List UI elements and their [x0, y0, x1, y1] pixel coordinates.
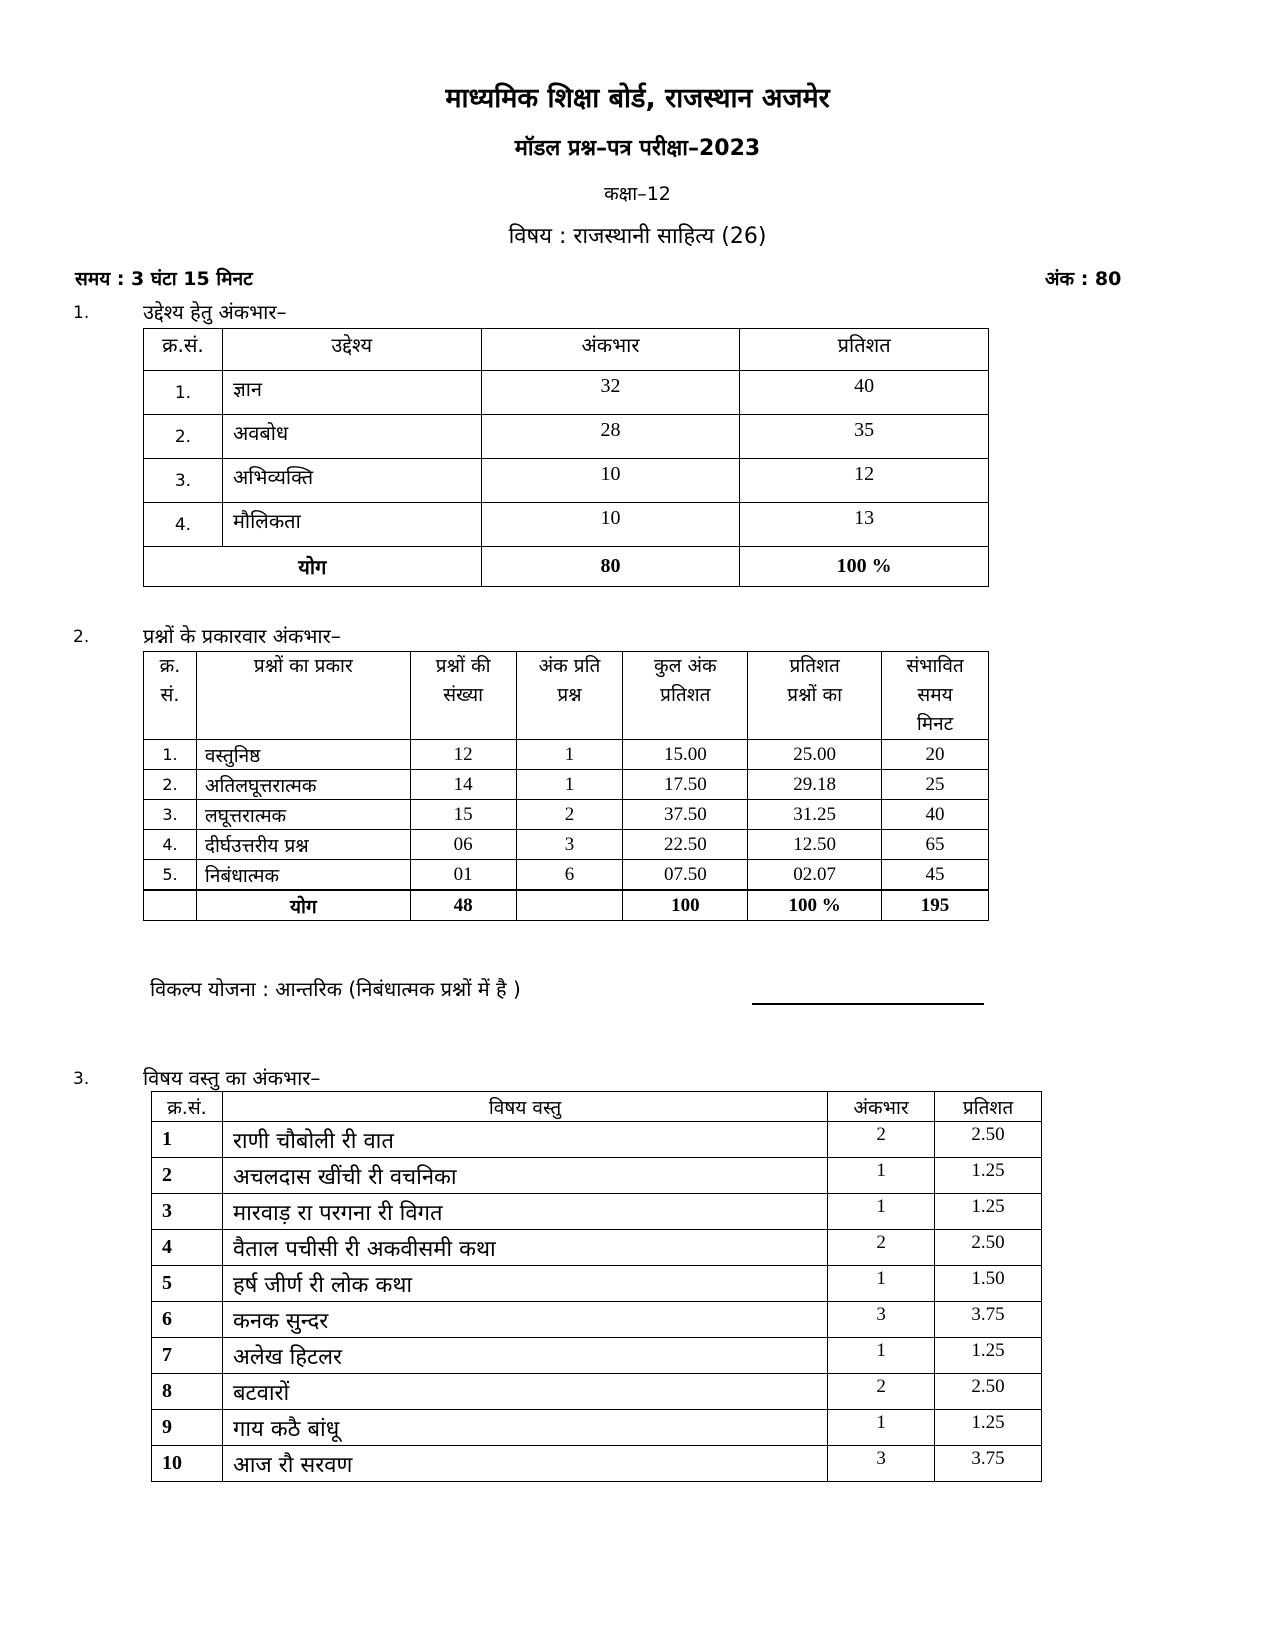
table-row	[152, 1446, 1042, 1482]
table-row	[144, 415, 989, 459]
total-row	[144, 890, 989, 921]
row-percent: 2.50	[935, 1122, 1042, 1158]
row-count: 06	[410, 830, 516, 860]
row-total: 17.50	[623, 770, 748, 800]
row-percent: 40	[740, 371, 989, 415]
row-time: 40	[882, 800, 989, 830]
row-objective: ज्ञान	[222, 371, 481, 415]
table-row	[152, 1194, 1042, 1230]
row-percent: 25.00	[748, 740, 882, 770]
row-content: बटवारों	[222, 1374, 827, 1410]
row-percent: 1.25	[935, 1194, 1042, 1230]
column-header-total: कुल अंक प्रतिशत	[623, 652, 748, 740]
row-objective: अभिव्यक्ति	[222, 459, 481, 503]
class-label: कक्षा–12	[604, 183, 671, 205]
row-time: 20	[882, 740, 989, 770]
row-percent: 35	[740, 415, 989, 459]
row-marks: 2	[828, 1374, 935, 1410]
row-sn: 4	[152, 1230, 223, 1266]
row-sn: 5.	[144, 860, 197, 891]
row-sn: 1.	[144, 740, 197, 770]
row-per: 2	[516, 800, 623, 830]
column-header-time: संभावित समय मिनट	[882, 652, 989, 740]
row-content: अलेख हिटलर	[222, 1338, 827, 1374]
row-percent: 13	[740, 503, 989, 547]
row-sn: 4.	[144, 503, 223, 547]
row-sn: 1	[152, 1122, 223, 1158]
column-header: अंकभार	[828, 1092, 935, 1122]
row-sn: 8	[152, 1374, 223, 1410]
total-percent: 100 %	[748, 890, 882, 921]
row-per: 3	[516, 830, 623, 860]
row-sn: 2.	[144, 770, 197, 800]
table-row	[152, 1302, 1042, 1338]
row-total: 22.50	[623, 830, 748, 860]
row-marks: 10	[481, 459, 740, 503]
table-row	[144, 770, 989, 800]
table-row	[152, 1122, 1042, 1158]
column-header: प्रतिशत	[740, 329, 989, 371]
table-row	[144, 459, 989, 503]
row-percent: 29.18	[748, 770, 882, 800]
row-percent: 1.25	[935, 1410, 1042, 1446]
row-count: 12	[410, 740, 516, 770]
column-header: क्र.सं.	[144, 329, 223, 371]
total-row	[144, 547, 989, 587]
question-type-table	[143, 651, 989, 921]
column-header: विषय वस्तु	[222, 1092, 827, 1122]
row-percent: 1.25	[935, 1158, 1042, 1194]
marks-label: अंक : 80	[1045, 268, 1122, 290]
total-label: योग	[144, 547, 482, 587]
table-row	[152, 1410, 1042, 1446]
row-time: 25	[882, 770, 989, 800]
row-marks: 1	[828, 1266, 935, 1302]
row-sn: 10	[152, 1446, 223, 1482]
row-content: आज रौ सरवण	[222, 1446, 827, 1482]
total-per	[516, 890, 623, 921]
table-row	[152, 1266, 1042, 1302]
row-sn: 1.	[144, 371, 223, 415]
row-sn: 3.	[144, 459, 223, 503]
total-label: योग	[196, 890, 410, 921]
row-marks: 1	[828, 1338, 935, 1374]
row-sn: 2.	[144, 415, 223, 459]
row-percent: 12.50	[748, 830, 882, 860]
row-percent: 12	[740, 459, 989, 503]
column-header-per: अंक प्रति प्रश्न	[516, 652, 623, 740]
section1-number: 1.	[73, 303, 90, 323]
row-marks: 28	[481, 415, 740, 459]
row-percent: 2.50	[935, 1230, 1042, 1266]
row-objective: अवबोध	[222, 415, 481, 459]
table-row	[144, 830, 989, 860]
row-per: 1	[516, 740, 623, 770]
column-header-count: प्रश्नों की संख्या	[410, 652, 516, 740]
table-row	[152, 1158, 1042, 1194]
row-marks: 2	[828, 1122, 935, 1158]
row-marks: 3	[828, 1302, 935, 1338]
row-per: 6	[516, 860, 623, 891]
row-marks: 1	[828, 1158, 935, 1194]
row-total: 15.00	[623, 740, 748, 770]
total-time: 195	[882, 890, 989, 921]
total-percent: 100 %	[740, 547, 989, 587]
row-type: दीर्घउत्तरीय प्रश्न	[196, 830, 410, 860]
row-content: वैताल पचीसी री अकवीसमी कथा	[222, 1230, 827, 1266]
section2-title: प्रश्नों के प्रकारवार अंकभार–	[143, 624, 341, 648]
table-row	[144, 740, 989, 770]
table-row	[144, 860, 989, 891]
row-percent: 31.25	[748, 800, 882, 830]
row-sn: 6	[152, 1302, 223, 1338]
section3-title: विषय वस्तु का अंकभार–	[143, 1066, 321, 1090]
row-percent: 1.25	[935, 1338, 1042, 1374]
table-row	[152, 1230, 1042, 1266]
row-total: 07.50	[623, 860, 748, 891]
column-header: उद्देश्य	[222, 329, 481, 371]
row-type: लघूत्तरात्मक	[196, 800, 410, 830]
row-sn: 9	[152, 1410, 223, 1446]
row-count: 14	[410, 770, 516, 800]
row-content: हर्ष जीर्ण री लोक कथा	[222, 1266, 827, 1302]
subject-label: विषय : राजस्थानी साहित्य (26)	[508, 224, 767, 249]
content-weightage-table	[151, 1091, 1042, 1482]
row-content: अचलदास खींची री वचनिका	[222, 1158, 827, 1194]
row-marks: 1	[828, 1194, 935, 1230]
row-sn: 5	[152, 1266, 223, 1302]
section2-number: 2.	[73, 627, 90, 647]
table-header-row	[144, 329, 989, 371]
row-marks: 1	[828, 1410, 935, 1446]
row-percent: 2.50	[935, 1374, 1042, 1410]
row-sn: 7	[152, 1338, 223, 1374]
section1-title: उद्देश्य हेतु अंकभार–	[143, 300, 287, 324]
row-sn: 2	[152, 1158, 223, 1194]
row-time: 65	[882, 830, 989, 860]
row-count: 01	[410, 860, 516, 891]
board-title: माध्यमिक शिक्षा बोर्ड, राजस्थान अजमेर	[445, 83, 830, 114]
option-scheme-text: विकल्प योजना : आन्तरिक (निबंधात्मक प्रश्नों में है )	[150, 977, 521, 1001]
table-row	[144, 800, 989, 830]
table-row	[152, 1374, 1042, 1410]
time-label: समय : 3 घंटा 15 मिनट	[75, 268, 253, 290]
table-row	[144, 371, 989, 415]
row-percent: 02.07	[748, 860, 882, 891]
column-header-sn: क्र. सं.	[144, 652, 197, 740]
row-per: 1	[516, 770, 623, 800]
row-percent: 3.75	[935, 1302, 1042, 1338]
row-content: कनक सुन्दर	[222, 1302, 827, 1338]
row-sn: 3	[152, 1194, 223, 1230]
section3-number: 3.	[73, 1069, 90, 1089]
row-objective: मौलिकता	[222, 503, 481, 547]
table-header-row	[152, 1092, 1042, 1122]
row-percent: 1.50	[935, 1266, 1042, 1302]
row-marks: 3	[828, 1446, 935, 1482]
row-type: निबंधात्मक	[196, 860, 410, 891]
total-count: 48	[410, 890, 516, 921]
table-row	[144, 503, 989, 547]
row-content: गाय कठै बांधू	[222, 1410, 827, 1446]
column-header-type: प्रश्नों का प्रकार	[196, 652, 410, 740]
divider-line	[752, 1003, 984, 1005]
table-header-row	[144, 652, 989, 740]
row-total: 37.50	[623, 800, 748, 830]
row-type: वस्तुनिष्ठ	[196, 740, 410, 770]
row-marks: 32	[481, 371, 740, 415]
row-count: 15	[410, 800, 516, 830]
column-header: अंकभार	[481, 329, 740, 371]
table-row	[152, 1338, 1042, 1374]
row-content: राणी चौबोली री वात	[222, 1122, 827, 1158]
row-marks: 10	[481, 503, 740, 547]
row-sn: 4.	[144, 830, 197, 860]
row-time: 45	[882, 860, 989, 891]
row-marks: 2	[828, 1230, 935, 1266]
row-type: अतिलघूत्तरात्मक	[196, 770, 410, 800]
total-sn-empty	[144, 890, 197, 921]
column-header: क्र.सं.	[152, 1092, 223, 1122]
objective-weightage-table	[143, 328, 989, 587]
column-header: प्रतिशत	[935, 1092, 1042, 1122]
exam-title: मॉडल प्रश्न–पत्र परीक्षा–2023	[514, 136, 761, 161]
row-sn: 3.	[144, 800, 197, 830]
row-content: मारवाड़ रा परगना री विगत	[222, 1194, 827, 1230]
total-marks: 80	[481, 547, 740, 587]
total-total: 100	[623, 890, 748, 921]
row-percent: 3.75	[935, 1446, 1042, 1482]
column-header-percent: प्रतिशत प्रश्नों का	[748, 652, 882, 740]
